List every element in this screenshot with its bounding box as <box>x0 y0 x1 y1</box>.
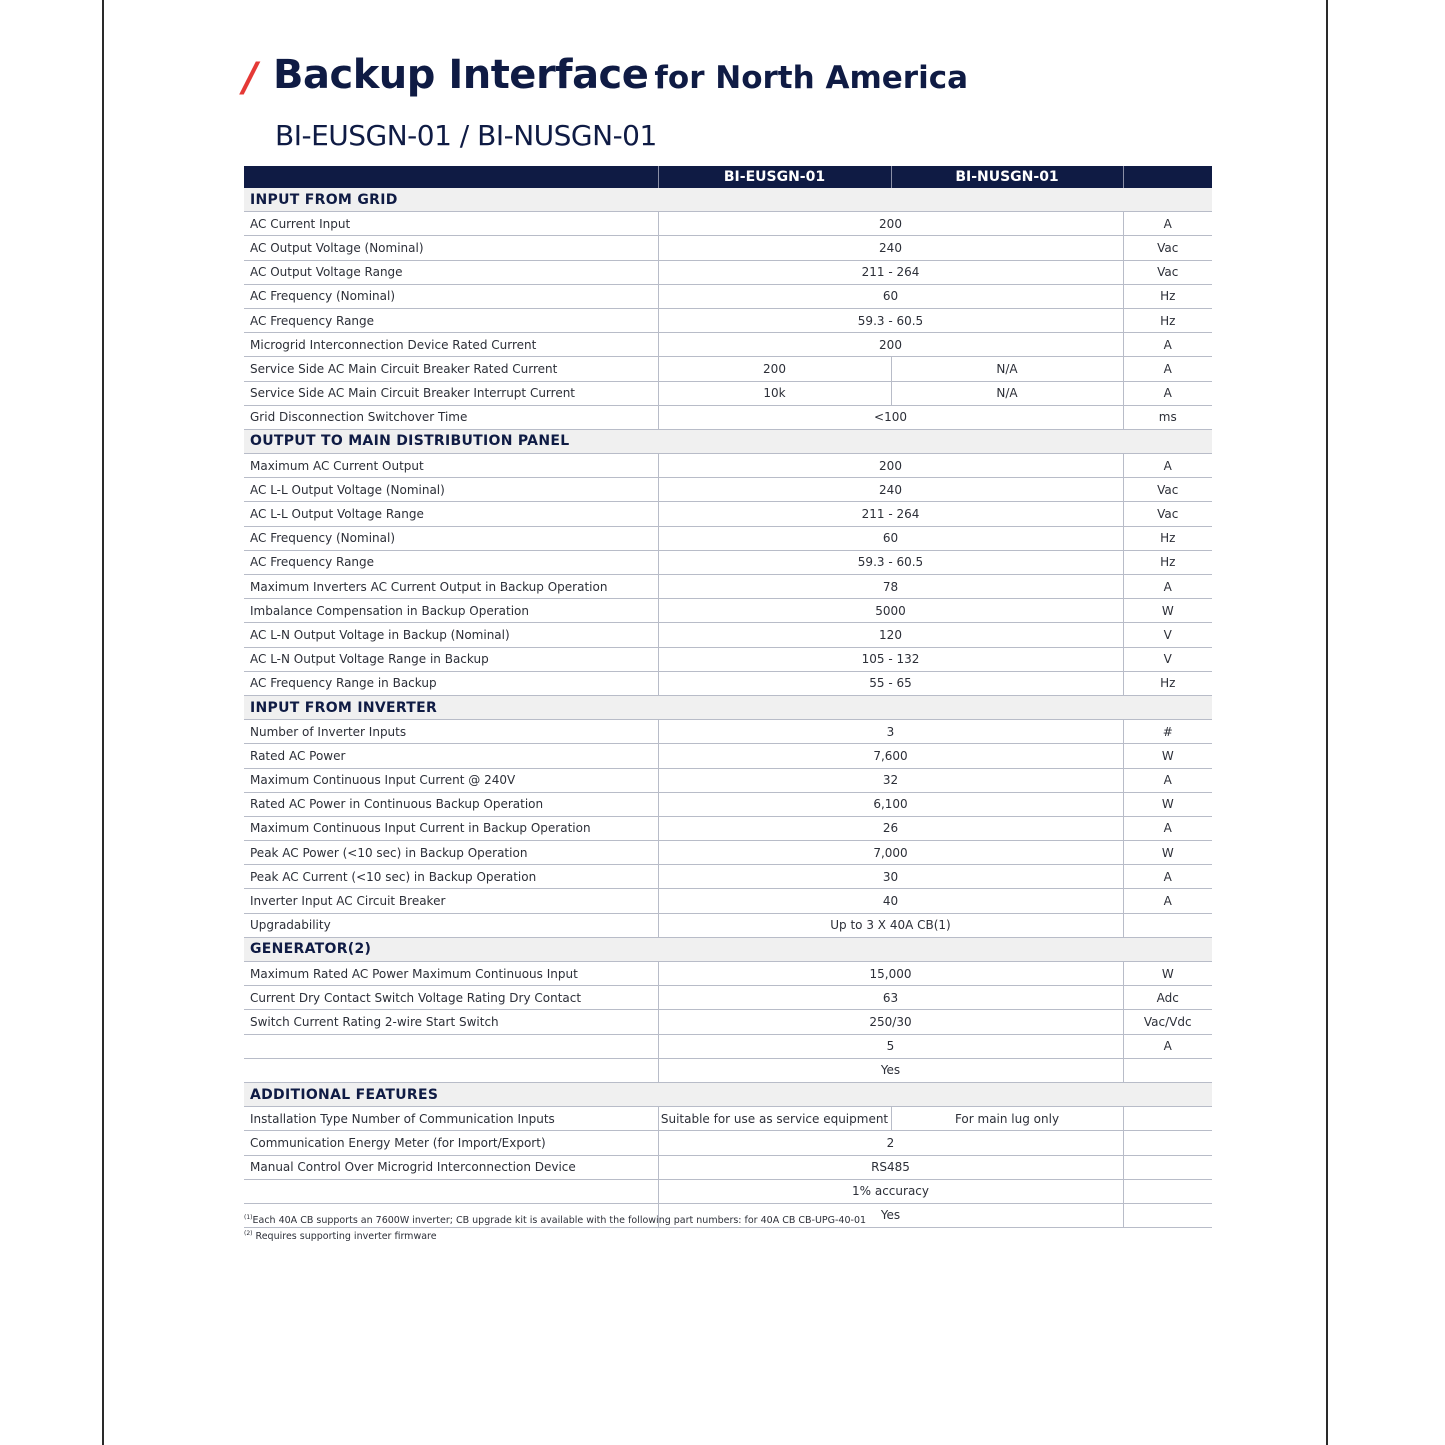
spec-label: Rated AC Power in Continuous Backup Operation <box>244 792 658 816</box>
table-row <box>244 962 1212 986</box>
table-row <box>244 478 1212 502</box>
spec-unit <box>1123 1203 1212 1227</box>
spec-value: <100 <box>658 405 1123 429</box>
table-row <box>244 212 1212 236</box>
spec-value: 3 <box>658 720 1123 744</box>
spec-unit: Vac <box>1123 502 1212 526</box>
spec-value: 211 - 264 <box>658 260 1123 284</box>
spec-table-body <box>244 188 1212 1228</box>
spec-value: 5 <box>658 1034 1123 1058</box>
table-row <box>244 405 1212 429</box>
spec-value: 59.3 - 60.5 <box>658 550 1123 574</box>
spec-unit: A <box>1123 212 1212 236</box>
table-row <box>244 1131 1212 1155</box>
spec-unit: W <box>1123 841 1212 865</box>
spec-value: RS485 <box>658 1155 1123 1179</box>
spec-label <box>244 1058 658 1082</box>
spec-unit: A <box>1123 333 1212 357</box>
spec-unit: Hz <box>1123 284 1212 308</box>
spec-label: AC L-L Output Voltage (Nominal) <box>244 478 658 502</box>
spec-unit <box>1123 1107 1212 1131</box>
table-row <box>244 575 1212 599</box>
spec-label: AC Frequency (Nominal) <box>244 526 658 550</box>
spec-value: 240 <box>658 236 1123 260</box>
header-model-nusgn: BI-NUSGN-01 <box>891 166 1123 188</box>
spec-value: 200 <box>658 212 1123 236</box>
spec-unit: A <box>1123 1034 1212 1058</box>
spec-label: Maximum Continuous Input Current in Backup Operation <box>244 816 658 840</box>
spec-label: AC L-N Output Voltage Range in Backup <box>244 647 658 671</box>
spec-label: Current Dry Contact Switch Voltage Rating Dry Contact <box>244 986 658 1010</box>
spec-unit: V <box>1123 647 1212 671</box>
spec-unit: A <box>1123 816 1212 840</box>
spec-value: 30 <box>658 865 1123 889</box>
spec-label: Microgrid Interconnection Device Rated Current <box>244 333 658 357</box>
spec-unit: Vac <box>1123 478 1212 502</box>
table-row <box>244 841 1212 865</box>
spec-label: Switch Current Rating 2-wire Start Switch <box>244 1010 658 1034</box>
spec-unit: W <box>1123 792 1212 816</box>
spec-label: Maximum AC Current Output <box>244 454 658 478</box>
page-border-left <box>102 0 104 1445</box>
spec-label: Service Side AC Main Circuit Breaker Rated Current <box>244 357 658 381</box>
spec-value: 7,000 <box>658 841 1123 865</box>
table-row <box>244 647 1212 671</box>
spec-value: 40 <box>658 889 1123 913</box>
spec-value: 211 - 264 <box>658 502 1123 526</box>
spec-value: 63 <box>658 986 1123 1010</box>
table-row <box>244 889 1212 913</box>
spec-unit <box>1123 1155 1212 1179</box>
section-title: INPUT FROM GRID <box>244 188 1212 212</box>
table-row <box>244 1179 1212 1203</box>
spec-unit <box>1123 1131 1212 1155</box>
header-model-eusgn: BI-EUSGN-01 <box>658 166 891 188</box>
spec-label: Upgradability <box>244 913 658 937</box>
spec-label: Service Side AC Main Circuit Breaker Interrupt Current <box>244 381 658 405</box>
table-row <box>244 357 1212 381</box>
spec-unit: Adc <box>1123 986 1212 1010</box>
spec-label: Installation Type Number of Communication Inputs <box>244 1107 658 1131</box>
spec-unit: Vac <box>1123 236 1212 260</box>
spec-label: AC Frequency (Nominal) <box>244 284 658 308</box>
table-row <box>244 986 1212 1010</box>
spec-unit: Vac <box>1123 260 1212 284</box>
section-header-row <box>244 937 1212 961</box>
spec-unit: A <box>1123 357 1212 381</box>
spec-label: Maximum Inverters AC Current Output in Backup Operation <box>244 575 658 599</box>
spec-value: 32 <box>658 768 1123 792</box>
table-row <box>244 671 1212 695</box>
spec-unit: A <box>1123 575 1212 599</box>
table-row <box>244 768 1212 792</box>
spec-value: 200 <box>658 333 1123 357</box>
spec-unit: # <box>1123 720 1212 744</box>
spec-value: 59.3 - 60.5 <box>658 308 1123 332</box>
section-header-row <box>244 188 1212 212</box>
spec-value: 6,100 <box>658 792 1123 816</box>
table-row <box>244 381 1212 405</box>
page-title-main: Backup Interface <box>273 52 649 98</box>
footnotes <box>244 1211 866 1243</box>
spec-label: AC L-L Output Voltage Range <box>244 502 658 526</box>
spec-label: AC Frequency Range in Backup <box>244 671 658 695</box>
spec-table <box>244 166 1212 1228</box>
spec-label: Imbalance Compensation in Backup Operation <box>244 599 658 623</box>
spec-unit: A <box>1123 768 1212 792</box>
spec-label: Maximum Continuous Input Current @ 240V <box>244 768 658 792</box>
table-row <box>244 599 1212 623</box>
spec-unit: ms <box>1123 405 1212 429</box>
table-row <box>244 502 1212 526</box>
spec-label: Grid Disconnection Switchover Time <box>244 405 658 429</box>
spec-label: Manual Control Over Microgrid Interconnection Device <box>244 1155 658 1179</box>
spec-value-eusgn: 10k <box>658 381 891 405</box>
section-header-row <box>244 1082 1212 1106</box>
table-row <box>244 913 1212 937</box>
spec-label: AC Frequency Range <box>244 308 658 332</box>
spec-unit: Hz <box>1123 308 1212 332</box>
spec-value-eusgn: 200 <box>658 357 891 381</box>
table-row <box>244 720 1212 744</box>
table-row <box>244 1010 1212 1034</box>
footnote-2: $^{(2)}$ Requires supporting inverter firmware <box>244 1230 437 1243</box>
spec-label: Rated AC Power <box>244 744 658 768</box>
spec-unit: A <box>1123 454 1212 478</box>
spec-value: Up to 3 X 40A CB(1) <box>658 913 1123 937</box>
spec-unit: Hz <box>1123 526 1212 550</box>
spec-unit: W <box>1123 599 1212 623</box>
section-title: GENERATOR(2) <box>244 937 1212 961</box>
table-row <box>244 284 1212 308</box>
spec-label: AC Current Input <box>244 212 658 236</box>
spec-label: Peak AC Power (<10 sec) in Backup Operation <box>244 841 658 865</box>
spec-unit <box>1123 1058 1212 1082</box>
spec-value: 200 <box>658 454 1123 478</box>
spec-unit: Hz <box>1123 550 1212 574</box>
section-header-row <box>244 695 1212 719</box>
spec-unit <box>1123 1179 1212 1203</box>
table-row <box>244 454 1212 478</box>
table-row <box>244 865 1212 889</box>
spec-unit <box>1123 913 1212 937</box>
table-row <box>244 333 1212 357</box>
spec-value: 26 <box>658 816 1123 840</box>
spec-value: 7,600 <box>658 744 1123 768</box>
spec-value-eusgn: Suitable for use as service equipment <box>658 1107 891 1131</box>
spec-value: 2 <box>658 1131 1123 1155</box>
spec-label: Communication Energy Meter (for Import/Export) <box>244 1131 658 1155</box>
spec-value: 78 <box>658 575 1123 599</box>
spec-label: Number of Inverter Inputs <box>244 720 658 744</box>
spec-unit: Hz <box>1123 671 1212 695</box>
table-row <box>244 792 1212 816</box>
table-row <box>244 526 1212 550</box>
spec-label: Peak AC Current (<10 sec) in Backup Operation <box>244 865 658 889</box>
spec-value-nusgn: N/A <box>891 357 1123 381</box>
table-row <box>244 623 1212 647</box>
spec-value: 60 <box>658 284 1123 308</box>
spec-unit: W <box>1123 962 1212 986</box>
page-title <box>273 52 968 98</box>
spec-unit: A <box>1123 889 1212 913</box>
table-row <box>244 1034 1212 1058</box>
table-row <box>244 236 1212 260</box>
section-header-row <box>244 429 1212 453</box>
title-accent-slash: / <box>243 55 258 101</box>
spec-unit: A <box>1123 381 1212 405</box>
table-row <box>244 260 1212 284</box>
table-row <box>244 1107 1212 1131</box>
model-subtitle: BI-EUSGN-01 / BI-NUSGN-01 <box>275 119 657 152</box>
spec-label: Maximum Rated AC Power Maximum Continuous Input <box>244 962 658 986</box>
spec-value: 105 - 132 <box>658 647 1123 671</box>
table-row <box>244 550 1212 574</box>
spec-unit: V <box>1123 623 1212 647</box>
footnote-1: $^{(1)}$Each 40A CB supports an 7600W inverter; CB upgrade kit is available with the following part numbers: for 40A CB CB-UPG-40-01 <box>244 1214 867 1227</box>
table-row <box>244 744 1212 768</box>
spec-value: 240 <box>658 478 1123 502</box>
spec-value-nusgn: N/A <box>891 381 1123 405</box>
page-border-right <box>1326 0 1328 1445</box>
spec-value: 5000 <box>658 599 1123 623</box>
header-unit-column <box>1123 166 1212 188</box>
section-title: OUTPUT TO MAIN DISTRIBUTION PANEL <box>244 429 1212 453</box>
spec-label: AC Output Voltage Range <box>244 260 658 284</box>
header-label-column <box>244 166 658 188</box>
page-title-region: for North America <box>654 60 969 96</box>
spec-label: AC Output Voltage (Nominal) <box>244 236 658 260</box>
spec-value: Yes <box>658 1203 1123 1227</box>
spec-value: 120 <box>658 623 1123 647</box>
spec-value: Yes <box>658 1058 1123 1082</box>
table-row <box>244 1058 1212 1082</box>
spec-label: Inverter Input AC Circuit Breaker <box>244 889 658 913</box>
spec-value: 15,000 <box>658 962 1123 986</box>
table-row <box>244 816 1212 840</box>
spec-label <box>244 1179 658 1203</box>
spec-value: 60 <box>658 526 1123 550</box>
section-title: INPUT FROM INVERTER <box>244 695 1212 719</box>
section-title: ADDITIONAL FEATURES <box>244 1082 1212 1106</box>
table-row <box>244 1155 1212 1179</box>
table-row <box>244 308 1212 332</box>
spec-unit: A <box>1123 865 1212 889</box>
spec-value-nusgn: For main lug only <box>891 1107 1123 1131</box>
spec-label <box>244 1034 658 1058</box>
spec-value: 55 - 65 <box>658 671 1123 695</box>
spec-value: 1% accuracy <box>658 1179 1123 1203</box>
spec-label: AC L-N Output Voltage in Backup (Nominal) <box>244 623 658 647</box>
spec-unit: W <box>1123 744 1212 768</box>
spec-label: AC Frequency Range <box>244 550 658 574</box>
table-header-row <box>244 166 1212 188</box>
spec-unit: Vac/Vdc <box>1123 1010 1212 1034</box>
spec-value: 250/30 <box>658 1010 1123 1034</box>
